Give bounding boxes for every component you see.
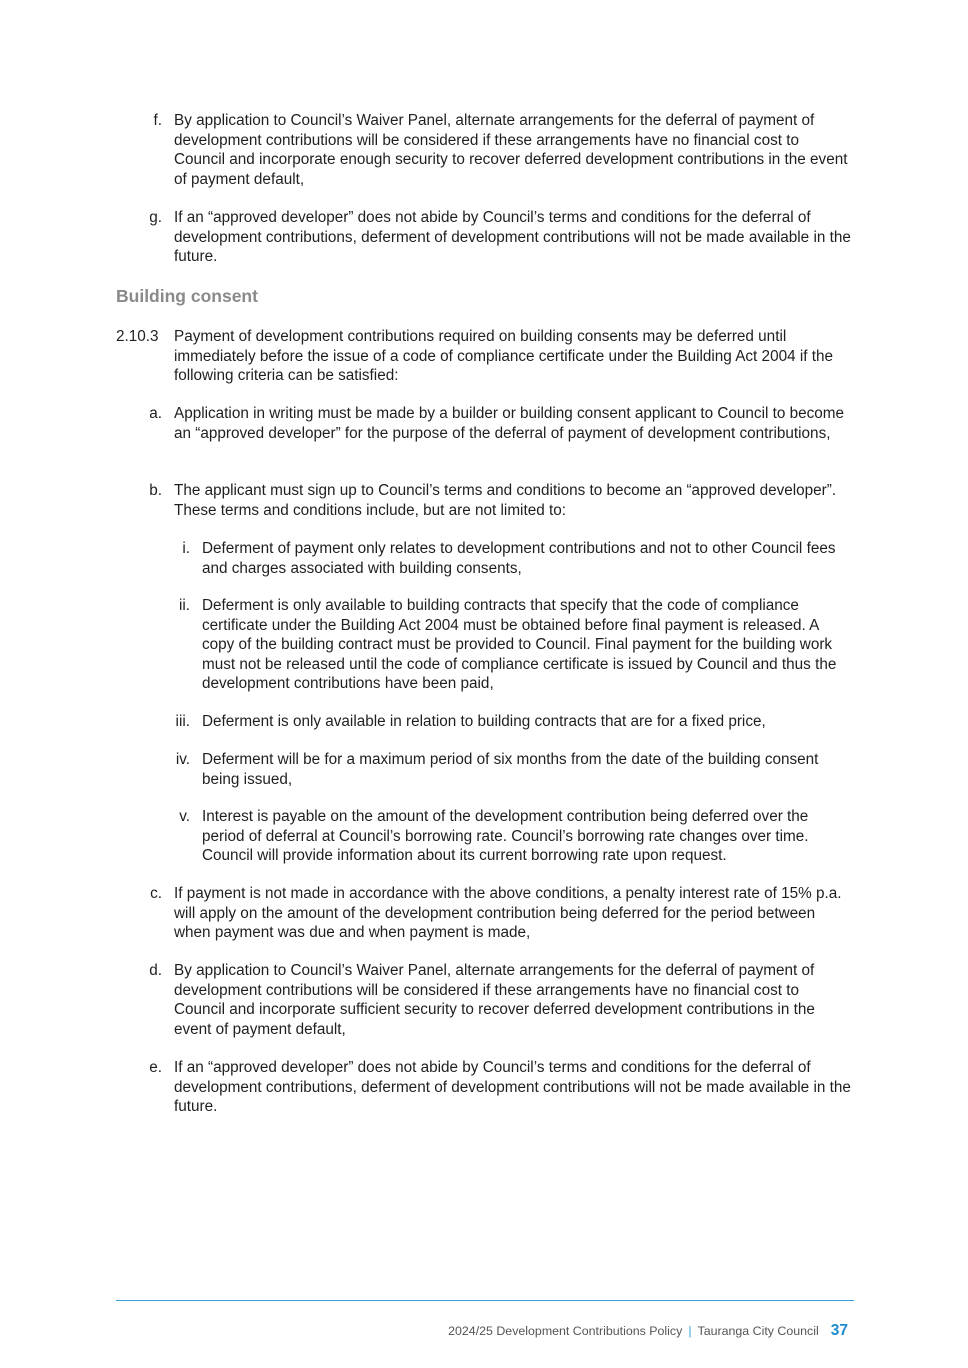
footer-organisation: Tauranga City Council [697,1324,819,1338]
list-marker: d. [149,962,162,979]
page-number: 37 [830,1322,848,1339]
sub-marker: i. [182,540,190,557]
section-heading: Building consent [116,286,258,306]
list-text: If an “approved developer” does not abide by Council’s terms and conditions for the deferral of development contributions, deferment of development contributions will not be made available in the future. [174,1059,851,1116]
page-footer [448,1322,848,1340]
section-text: Payment of development contributions required on building consents may be deferred until immediately before the issue of a code of compliance certificate under the Building Act 2004 if the following criteria can be satisfied: [174,328,833,385]
list-text: By application to Council’s Waiver Panel, alternate arrangements for the deferral of payment of development contributions will be considered if these arrangements have no financial cost to Council and incorporate enough security to recover deferred development contributions in the event of payment default, [174,112,848,188]
footer-separator: | [688,1324,692,1338]
sub-text: Deferment will be for a maximum period of six months from the date of the building consent being issued, [202,751,819,788]
sub-text: Deferment of payment only relates to development contributions and not to other Council fees and charges associated with building consents, [202,540,836,577]
sub-marker: iv. [175,751,190,768]
footer-document-title: 2024/25 Development Contributions Policy [448,1324,683,1338]
sub-text: Deferment is only available to building contracts that specify that the code of compliance certificate under the Building Act 2004 must be obtained before final payment is released. A copy of the building contract must be provided to Council. Final payment for the building work must not be released until the code of compliance certificate is issued by Council and thus the development contributions have been paid, [202,597,837,693]
list-marker: f. [153,112,162,129]
sub-marker: iii. [175,713,190,730]
sub-text: Interest is payable on the amount of the development contribution being deferred over the period of deferral at Council’s borrowing rate. Council’s borrowing rate changes over time. Council will provide information about its current borrowing rate upon request. [202,808,809,865]
list-text: The applicant must sign up to Council’s terms and conditions to become an “approved developer”. These terms and conditions include, but are not limited to: [174,482,837,519]
list-text: Application in writing must be made by a builder or building consent applicant to Council to become an “approved developer” for the purpose of the deferral of payment of development contributions, [174,405,845,442]
list-marker: b. [149,482,162,499]
list-text: If payment is not made in accordance with the above conditions, a penalty interest rate of 15% p.a. will apply on the amount of the development contribution being deferred for the period between when payment was due and when payment is made, [174,885,842,942]
list-text: By application to Council’s Waiver Panel, alternate arrangements for the deferral of payment of development contributions will be considered if these arrangements have no financial cost to Council and incorporate sufficient security to recover deferred development contributions in the event of payment default, [174,962,815,1038]
list-marker: c. [150,885,162,902]
footer-divider [116,1300,854,1301]
sub-marker: v. [179,808,190,825]
sub-text: Deferment is only available in relation to building contracts that are for a fixed price, [202,713,766,730]
list-text: If an “approved developer” does not abide by Council’s terms and conditions for the deferral of development contributions, deferment of development contributions will not be made available in the future. [174,209,851,266]
list-marker: g. [149,209,162,226]
list-marker: a. [149,405,162,422]
list-marker: e. [149,1059,162,1076]
section-number: 2.10.3 [116,328,159,345]
sub-marker: ii. [178,597,190,614]
